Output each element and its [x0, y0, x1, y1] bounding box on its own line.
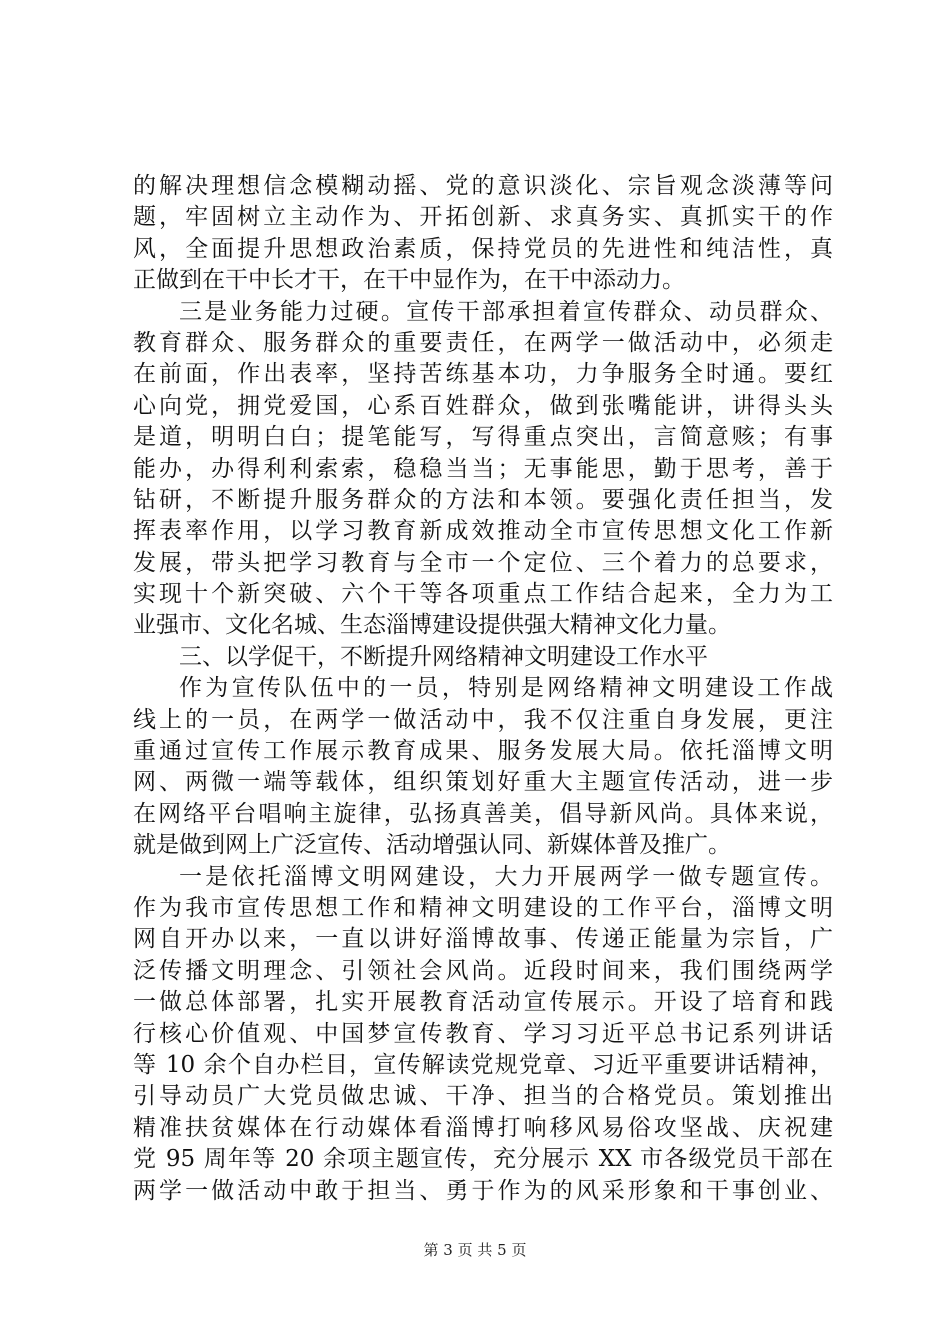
text-line: 在前面，作出表率，坚持苦练基本功，力争服务全时通。要红 — [133, 361, 833, 388]
text-line: 泛传播文明理念、引领社会风尚。近段时间来，我们围绕两学 — [133, 957, 833, 984]
text-line: 风，全面提升思想政治素质，保持党员的先进性和纯洁性，真 — [133, 235, 833, 262]
text-line: 引导动员广大党员做忠诚、干净、担当的合格党员。策划推出 — [133, 1083, 833, 1110]
document-body — [133, 171, 833, 1207]
text-line: 就是做到网上广泛宣传、活动增强认同、新媒体普及推广。 — [133, 832, 731, 859]
text-line: 发展，带头把学习教育与全市一个定位、三个着力的总要求， — [133, 549, 833, 576]
text-line: 挥表率作用，以学习教育新成效推动全市宣传思想文化工作新 — [133, 518, 833, 545]
text-line: 作为我市宣传思想工作和精神文明建设的工作平台，淄博文明 — [133, 894, 833, 921]
text-line: 两学一做活动中敢于担当、勇于作为的风采形象和干事创业、 — [133, 1177, 833, 1204]
text-line: 党 95 周年等 20 余项主题宣传，充分展示 XX 市各级党员干部在 — [133, 1146, 833, 1173]
text-line: 业强市、文化名城、生态淄博建设提供强大精神文化力量。 — [133, 612, 731, 639]
text-line: 等 10 余个自办栏目，宣传解读党规党章、习近平重要讲话精神， — [133, 1051, 833, 1078]
text-line: 三、以学促干，不断提升网络精神文明建设工作水平 — [179, 643, 708, 670]
text-line: 的解决理想信念模糊动摇、党的意识淡化、宗旨观念淡薄等问 — [133, 173, 833, 199]
text-line: 网自开办以来，一直以讲好淄博故事、传递正能量为宗旨，广 — [133, 926, 833, 953]
text-line: 精准扶贫媒体在行动媒体看淄博打响移风易俗攻坚战、庆祝建 — [133, 1114, 833, 1141]
text-line: 心向党，拥党爱国，心系百姓群众，做到张嘴能讲，讲得头头 — [133, 392, 833, 419]
text-line: 题，牢固树立主动作为、开拓创新、求真务实、真抓实干的作 — [133, 204, 833, 231]
page-footer: 第 3 页 共 5 页 — [423, 1241, 527, 1259]
text-line: 在网络平台唱响主旋律，弘扬真善美，倡导新风尚。具体来说， — [133, 800, 833, 827]
text-line: 一是依托淄博文明网建设，大力开展两学一做专题宣传。 — [179, 863, 833, 890]
text-line: 重通过宣传工作展示教育成果、服务发展大局。依托淄博文明 — [133, 738, 833, 765]
text-line: 实现十个新突破、六个干等各项重点工作结合起来，全力为工 — [133, 581, 833, 608]
text-line: 是道，明明白白；提笔能写，写得重点突出，言简意赅；有事 — [133, 424, 833, 451]
text-line: 线上的一员，在两学一做活动中，我不仅注重自身发展，更注 — [133, 706, 833, 733]
text-line: 一做总体部署，扎实开展教育活动宣传展示。开设了培育和践 — [133, 989, 833, 1016]
text-line: 作为宣传队伍中的一员，特别是网络精神文明建设工作战 — [179, 675, 833, 702]
text-line: 网、两微一端等载体，组织策划好重大主题宣传活动，进一步 — [133, 769, 833, 796]
text-line: 钻研，不断提升服务群众的方法和本领。要强化责任担当，发 — [133, 486, 833, 513]
text-line: 行核心价值观、中国梦宣传教育、学习习近平总书记系列讲话 — [133, 1020, 833, 1047]
text-line: 三是业务能力过硬。宣传干部承担着宣传群众、动员群众、 — [179, 298, 833, 325]
text-line: 正做到在干中长才干，在干中显作为，在干中添动力。 — [133, 267, 685, 294]
text-line: 教育群众、服务群众的重要责任，在两学一做活动中，必须走 — [133, 329, 833, 356]
text-line: 能办，办得利利索索，稳稳当当；无事能思，勤于思考，善于 — [133, 455, 833, 482]
